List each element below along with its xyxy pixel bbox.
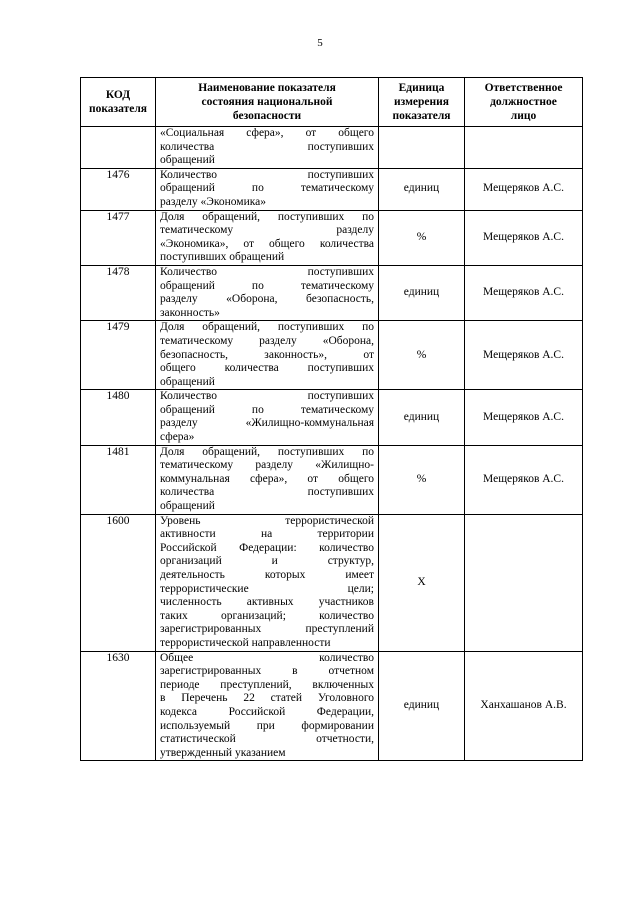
indicator-name-line: Количество поступивших (160, 168, 374, 181)
indicator-name-line: Общее количество (160, 651, 374, 664)
indicator-responsible: Мещеряков А.С. (465, 210, 583, 265)
indicator-name-line: кодекса Российской Федерации, (160, 705, 374, 718)
indicator-name-line: коммунальная сфера», от общего (160, 472, 374, 485)
table-row (81, 265, 583, 320)
indicator-name-line: Российской Федерации: количество (160, 541, 374, 554)
header-line: Ответственное (484, 82, 563, 94)
indicator-name-line: разделу «Оборона, безопасность, (160, 293, 374, 306)
indicator-name-line: законность» (160, 306, 220, 319)
header-line: безопасности (232, 110, 302, 122)
indicator-name-line: утвержденный указанием (160, 746, 286, 759)
page-number: 5 (317, 37, 323, 49)
indicator-name-line: тематическому разделу (160, 224, 374, 237)
indicator-name-line: тематическому разделу «Оборона, (160, 334, 374, 347)
indicator-unit: X (379, 514, 465, 651)
header-line: показателя (392, 110, 451, 122)
indicator-name (156, 321, 379, 390)
table-row (81, 390, 583, 445)
indicator-code: 1630 (81, 651, 156, 761)
indicator-name-line: Уровень террористической (160, 514, 374, 527)
header-line: состояния национальной (201, 96, 333, 108)
table-row (81, 210, 583, 265)
indicator-unit: % (379, 321, 465, 390)
indicator-name (156, 445, 379, 514)
indicator-unit: единиц (379, 651, 465, 761)
header-name (156, 78, 379, 127)
indicator-name-line: статистической отчетности, (160, 733, 374, 746)
indicator-name-line: периоде преступлений, включенных (160, 678, 374, 691)
indicator-name (156, 390, 379, 445)
indicator-name (156, 210, 379, 265)
indicator-responsible (465, 514, 583, 651)
indicator-code: 1600 (81, 514, 156, 651)
indicator-unit: % (379, 210, 465, 265)
table-row (81, 127, 583, 169)
indicator-name-line: в Перечень 22 статей Уголовного (160, 692, 374, 705)
indicator-name-line: «Экономика», от общего количества (160, 237, 374, 250)
table-body (81, 127, 583, 761)
header-line: Единица (398, 82, 445, 94)
header-line: должностное (490, 96, 557, 108)
header-code (81, 78, 156, 127)
table-row (81, 651, 583, 761)
indicator-code: 1476 (81, 168, 156, 210)
indicator-responsible: Мещеряков А.С. (465, 265, 583, 320)
header-line: показателя (88, 103, 148, 115)
indicator-code: 1480 (81, 390, 156, 445)
indicator-name-line: обращений (160, 500, 215, 513)
indicator-name-line: количества поступивших (160, 486, 374, 499)
indicator-name-line: зарегистрированных преступлений (160, 623, 374, 636)
header-line: измерения (394, 96, 449, 108)
indicator-name-line: террористической направленности (160, 636, 331, 649)
indicator-code (81, 127, 156, 169)
indicator-code: 1478 (81, 265, 156, 320)
indicator-name-line: поступивших обращений (160, 251, 285, 264)
indicator-unit: единиц (379, 265, 465, 320)
header-line: Наименование показателя (198, 82, 336, 94)
indicator-code: 1479 (81, 321, 156, 390)
indicator-unit: % (379, 445, 465, 514)
indicator-responsible: Мещеряков А.С. (465, 445, 583, 514)
indicator-responsible (465, 127, 583, 169)
indicator-name-line: таких организаций; количество (160, 609, 374, 622)
indicator-responsible: Мещеряков А.С. (465, 390, 583, 445)
indicator-name-line: Количество поступивших (160, 390, 374, 403)
indicator-name-line: разделу «Жилищно-коммунальная (160, 417, 374, 430)
table-row (81, 168, 583, 210)
indicator-name-line: Доля обращений, поступивших по (160, 210, 374, 223)
header-line: КОД (105, 89, 131, 101)
table-header-row (81, 78, 583, 127)
indicator-name-line: деятельность которых имеет (160, 569, 374, 581)
indicator-unit (379, 127, 465, 169)
table-row (81, 445, 583, 514)
indicator-code: 1477 (81, 210, 156, 265)
indicator-responsible: Ханхашанов А.В. (465, 651, 583, 761)
indicator-name-line: безопасность, законность», от (160, 348, 374, 361)
indicator-name-line: количества поступивших (160, 140, 374, 153)
indicator-responsible: Мещеряков А.С. (465, 321, 583, 390)
indicator-name-line: активности на территории (160, 528, 374, 541)
indicator-name-line: организаций и структур, (160, 555, 374, 568)
indicator-name-line: обращений по тематическому (160, 182, 374, 195)
indicator-name-line: Доля обращений, поступивших по (160, 321, 374, 334)
indicator-name (156, 168, 379, 210)
indicator-name-line: Доля обращений, поступивших по (160, 445, 374, 458)
header-line: лицо (510, 110, 537, 122)
indicator-name-line: обращений (160, 154, 215, 167)
indicator-name-line: тематическому разделу «Жилищно- (160, 459, 374, 472)
indicator-name-line: обращений по тематическому (160, 403, 374, 416)
indicator-name-line: зарегистрированных в отчетном (160, 665, 374, 678)
indicator-name-line: общего количества поступивших (160, 362, 374, 375)
indicator-name (156, 265, 379, 320)
indicators-table (80, 77, 583, 761)
indicator-responsible: Мещеряков А.С. (465, 168, 583, 210)
indicator-name-line: численность активных участников (160, 596, 374, 609)
indicator-name (156, 514, 379, 651)
indicator-unit: единиц (379, 168, 465, 210)
indicator-name-line: сфера» (160, 431, 195, 444)
table-row (81, 321, 583, 390)
indicator-name-line: обращений (160, 375, 215, 388)
indicator-name-line: используемый при формировании (160, 719, 374, 732)
indicator-name-line: обращений по тематическому (160, 279, 374, 292)
header-responsible (465, 78, 583, 127)
indicator-code: 1481 (81, 445, 156, 514)
indicator-name-line: «Социальная сфера», от общего (160, 127, 374, 139)
indicator-unit: единиц (379, 390, 465, 445)
header-unit (379, 78, 465, 127)
indicator-name-line: разделу «Экономика» (160, 195, 266, 208)
indicator-name (156, 127, 379, 169)
table-row (81, 514, 583, 651)
indicator-name-line: террористические цели; (160, 582, 374, 595)
indicator-name (156, 651, 379, 761)
indicator-name-line: Количество поступивших (160, 265, 374, 278)
